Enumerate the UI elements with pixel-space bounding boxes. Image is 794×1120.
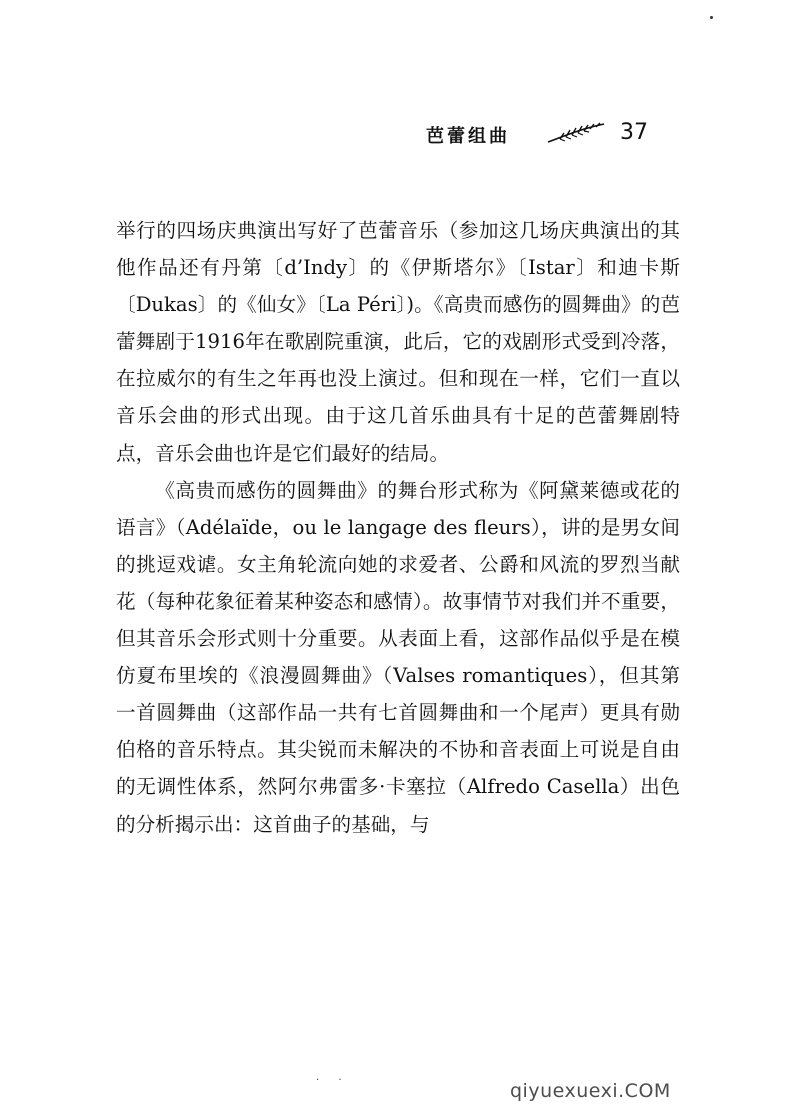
site-watermark: qiyuexuexi.COM [510,1080,671,1102]
page-number: 37 [620,120,648,145]
feather-ornament-icon [546,120,606,146]
corner-speck [710,16,713,19]
bottom-specks: · · [316,1075,350,1086]
body-text [116,212,680,843]
running-header [420,118,680,152]
paragraph: 《高贵而感伤的圆舞曲》的舞台形式称为《阿黛莱德或花的语言》（Adélaïde，ou le langage des fleurs），讲的是男女间的挑逗戏谑。女主角轮流向她的求爱者、公爵和风流的罗烈当献花（每种花象征着某种姿态和感情）。故事情节对我们并不重要，但其音乐会形式则十分重要。从表面上看，这部作品似乎是在模仿夏布里埃的《浪漫圆舞曲》（Valses romantiques），但其第一首圆舞曲（这部作品一共有七首圆舞曲和一个尾声）更具有勋伯格的音乐特点。其尖锐而未解决的不协和音表面上可说是自由的无调性体系，然阿尔弗雷多·卡塞拉（Alfredo Casella）出色的分析揭示出：这首曲子的基础，与 [116,478,680,836]
paragraph: 举行的四场庆典演出写好了芭蕾音乐（参加这几场庆典演出的其他作品还有丹第〔d’Indy〕的《伊斯塔尔》〔Istar〕和迪卡斯〔Dukas〕的《仙女》〔La Péri〕)。《高贵而感伤的圆舞曲》的芭蕾舞剧于1916年在歌剧院重演，此后，它的戏剧形式受到冷落，在拉威尔的有生之年再也没上演过。但和现在一样，它们一直以音乐会曲的形式出现。由于这几首乐曲具有十足的芭蕾舞剧特点，音乐会曲也许是它们最好的结局。 [116,219,680,465]
chapter-title: 芭蕾组曲 [426,126,510,147]
